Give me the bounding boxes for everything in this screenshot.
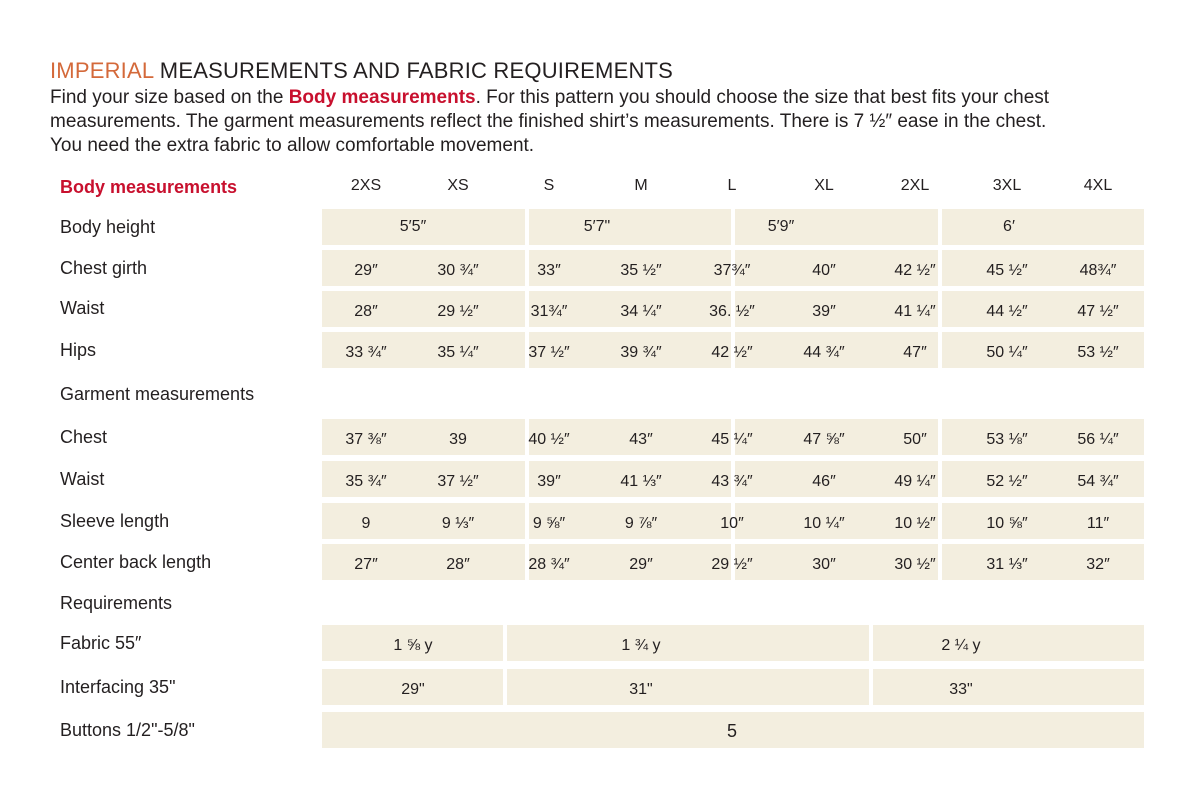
row-label-chest-girth: Chest girth [60, 258, 148, 278]
cell-value: 28″ [446, 556, 470, 573]
row-label-chest: Chest [60, 427, 108, 447]
row-label-waist: Waist [60, 298, 105, 318]
row-label-body-height: Body height [60, 217, 156, 237]
cell-value: 9 [361, 515, 371, 532]
cell-value: 40″ [812, 262, 836, 279]
intro-line-1 [50, 86, 1170, 110]
heading-accent: IMPERIAL [50, 58, 154, 83]
cell-value: 54 ¾″ [1077, 473, 1119, 490]
buttons-value: 5 [727, 721, 738, 741]
cell-value: 43 ¾″ [711, 473, 753, 490]
fabric-value: 1 ¾ y [621, 637, 661, 654]
size-header: M [634, 177, 648, 194]
cell-value: 45 ½″ [986, 262, 1028, 279]
band-cell [507, 669, 869, 705]
size-header: 4XL [1083, 177, 1113, 194]
size-header: XL [814, 177, 834, 194]
cell-value: 9 ⅓″ [441, 515, 475, 532]
cell-value: 56 ¼″ [1077, 431, 1119, 448]
cell-value: 44 ¾″ [803, 344, 845, 361]
interfacing-value: 33" [949, 681, 973, 698]
cell-value: 39 [449, 431, 467, 448]
row-label-center-back-length: Center back length [60, 552, 212, 572]
intro-before: Find your size based on the [50, 87, 289, 108]
cell-value: 43″ [629, 431, 653, 448]
body-height-value: 5′7" [583, 218, 611, 235]
cell-value: 29″ [354, 262, 378, 279]
intro-line-3: You need the extra fabric to allow comfortable movement. [50, 135, 535, 156]
size-header: 2XS [350, 177, 382, 194]
cell-value: 36. ½″ [709, 303, 755, 320]
cell-value: 40 ½″ [528, 431, 570, 448]
cell-value: 47 ⅝″ [803, 431, 845, 448]
cell-value: 47″ [903, 344, 927, 361]
interfacing-value: 31" [629, 681, 653, 698]
cell-value: 29 ½″ [711, 556, 753, 573]
size-header: 2XL [900, 177, 930, 194]
cell-value: 47 ½″ [1077, 303, 1119, 320]
cell-value: 34 ¼″ [620, 303, 662, 320]
cell-value: 9 ⅝″ [532, 515, 566, 532]
fabric-value: 2 ¼ y [941, 637, 981, 654]
cell-value: 11″ [1086, 515, 1110, 532]
cell-value: 9 ⅞″ [624, 515, 658, 532]
row-label-fabric: Fabric 55″ [60, 633, 142, 653]
interfacing-value: 29" [401, 681, 425, 698]
cell-value: 50 ¼″ [986, 344, 1028, 361]
cell-value: 10″ [720, 515, 744, 532]
table-header-label: Body measurements [60, 177, 238, 197]
garment-section-title: Garment measurements [60, 384, 255, 404]
intro-line1-after: . For this pattern you should choose the size that best fits your chest [475, 87, 1050, 108]
size-header: 3XL [992, 177, 1022, 194]
row-label-sleeve-length: Sleeve length [60, 511, 170, 531]
size-header: S [543, 177, 555, 194]
band-cell [873, 669, 1144, 705]
row-label-buttons: Buttons 1/2"-5/8" [60, 720, 195, 740]
cell-value: 27″ [354, 556, 378, 573]
page-heading [50, 58, 673, 84]
cell-value: 10 ¼″ [803, 515, 845, 532]
cell-value: 53 ½″ [1077, 344, 1119, 361]
intro-text [50, 86, 1170, 158]
cell-value: 35 ¼″ [437, 344, 479, 361]
cell-value: 30 ¾″ [437, 262, 479, 279]
cell-value: 53 ⅛″ [986, 431, 1028, 448]
cell-value: 29 ½″ [437, 303, 479, 320]
size-header: L [727, 177, 737, 194]
row-label-hips: Hips [60, 340, 97, 360]
cell-value: 46″ [812, 473, 836, 490]
cell-value: 32″ [1086, 556, 1110, 573]
intro-line-2: measurements. The garment measurements reflect the finished shirt’s measurements. There is 7 ½″ ease in the chest. [50, 111, 1047, 132]
band-cell [507, 625, 869, 661]
cell-value: 41 ¼″ [894, 303, 936, 320]
cell-value: 44 ½″ [986, 303, 1028, 320]
cell-value: 52 ½″ [986, 473, 1028, 490]
size-header: XS [447, 177, 469, 194]
cell-value: 33″ [537, 262, 561, 279]
cell-value: 35 ¾″ [345, 473, 387, 490]
body-height-value: 5′5″ [399, 218, 427, 235]
cell-value: 49 ¼″ [894, 473, 936, 490]
cell-value: 42 ½″ [711, 344, 753, 361]
cell-value: 31 ⅓″ [986, 556, 1028, 573]
cell-value: 10 ⅝″ [986, 515, 1028, 532]
fabric-value: 1 ⅝ y [393, 637, 433, 654]
cell-value: 39″ [812, 303, 836, 320]
row-label-garment-waist: Waist [60, 469, 105, 489]
cell-value: 39″ [537, 473, 561, 490]
cell-value: 30 ½″ [894, 556, 936, 573]
body-height-value: 6′ [1003, 218, 1015, 235]
cell-value: 37 ½″ [528, 344, 570, 361]
cell-value: 10 ½″ [894, 515, 936, 532]
cell-value: 30″ [812, 556, 836, 573]
row-label-interfacing: Interfacing 35" [60, 677, 176, 697]
cell-value: 33 ¾″ [345, 344, 387, 361]
cell-value: 29″ [629, 556, 653, 573]
cell-value: 31¾″ [530, 303, 568, 320]
cell-value: 37 ⅜″ [345, 431, 387, 448]
cell-value: 39 ¾″ [620, 344, 662, 361]
heading-rest: MEASUREMENTS AND FABRIC REQUIREMENTS [153, 58, 674, 83]
cell-value: 35 ½″ [620, 262, 662, 279]
cell-value: 48¾″ [1079, 262, 1117, 279]
cell-value: 50″ [903, 431, 927, 448]
body-height-value: 5′9″ [767, 218, 795, 235]
cell-value: 28 ¾″ [528, 556, 570, 573]
band-cell [873, 625, 1144, 661]
cell-value: 41 ⅓″ [620, 473, 662, 490]
cell-value: 45 ¼″ [711, 431, 753, 448]
cell-value: 28″ [354, 303, 378, 320]
intro-highlight: Body measurements [288, 87, 476, 108]
cell-value: 37¾″ [713, 262, 751, 279]
requirements-section-title: Requirements [60, 593, 173, 613]
cell-value: 37 ½″ [437, 473, 479, 490]
cell-value: 42 ½″ [894, 262, 936, 279]
